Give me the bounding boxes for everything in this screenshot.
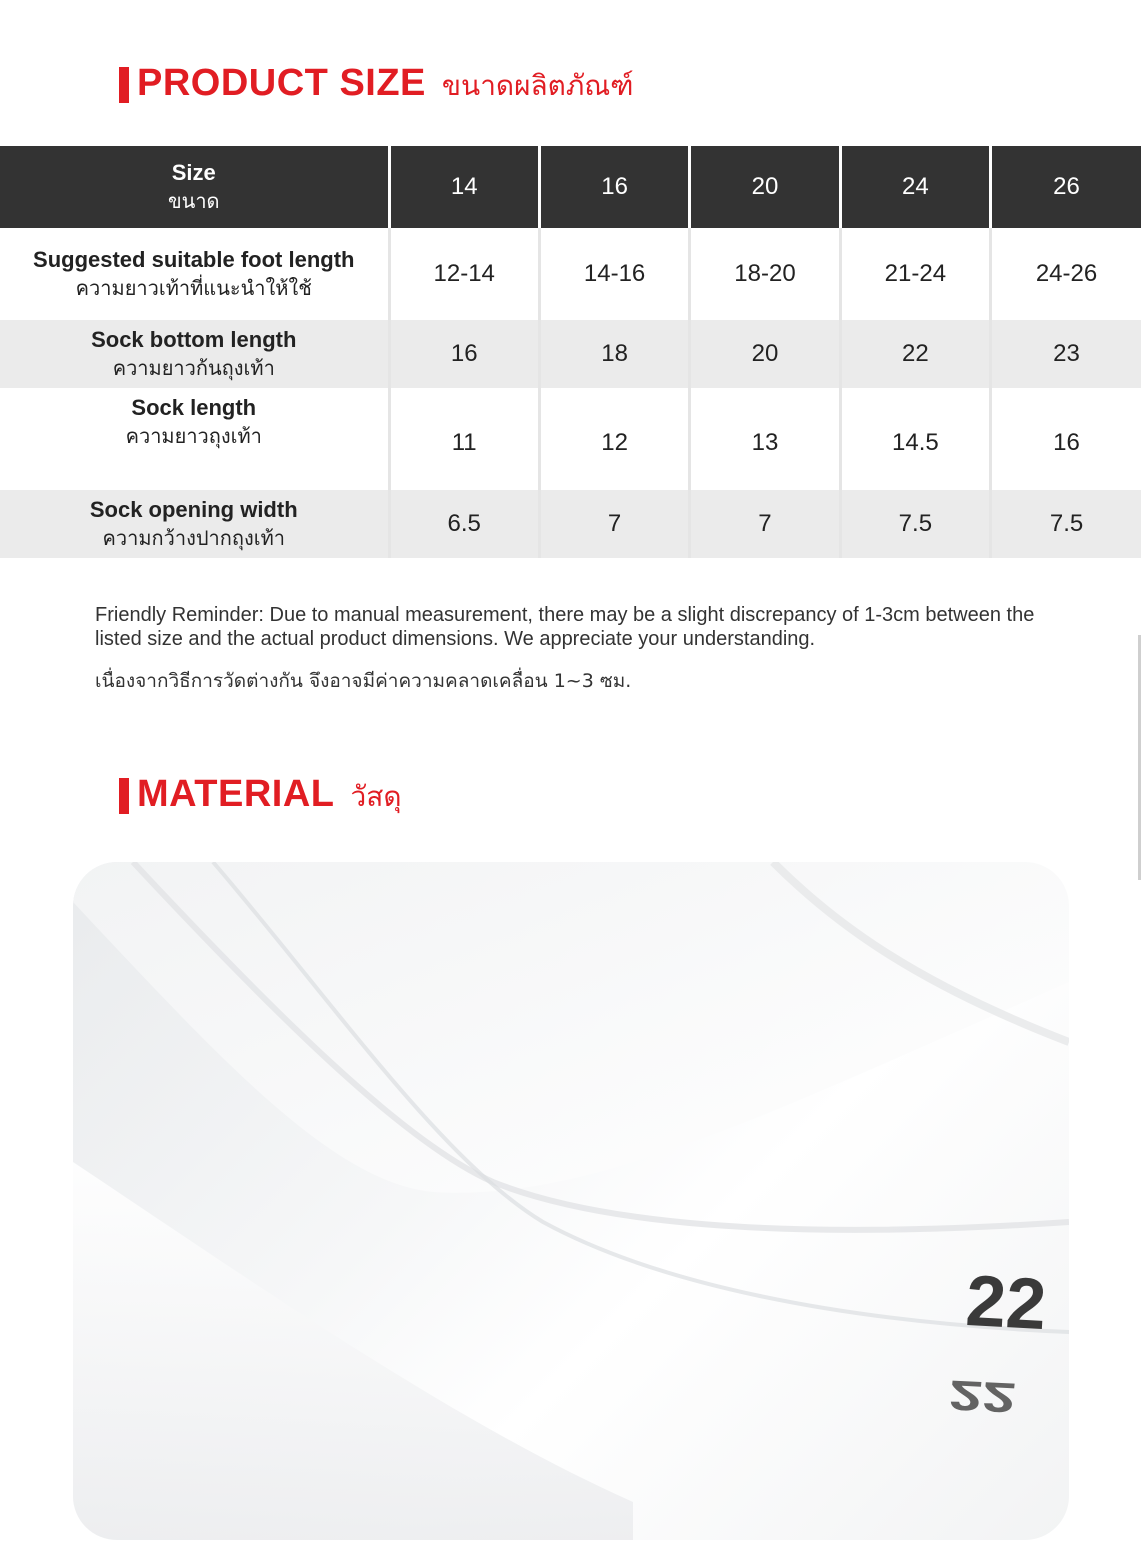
table-cell: 7 [690, 490, 840, 558]
row-label-thai: ความยาวก้นถุงเท้า [112, 356, 275, 380]
size-header-label [0, 146, 389, 228]
table-cell: 22 [840, 320, 990, 388]
row-label-thai: ความยาวเท้าที่แนะนำให้ใช้ [75, 276, 312, 300]
material-title-thai: วัสดุ [350, 780, 402, 813]
table-cell: 18-20 [690, 228, 840, 320]
friendly-reminder-text: Friendly Reminder: Due to manual measurement, there may be a slight discrepancy of 1-3cm between the listed size and the actual product dimensions. We appreciate your understanding. [95, 604, 1035, 650]
row-label [0, 320, 389, 388]
table-cell: 14-16 [539, 228, 689, 320]
material-title: MATERIAL [137, 773, 335, 815]
row-label [0, 228, 389, 320]
sock-fabric-photo [73, 862, 1069, 1540]
heading-accent-bar [119, 778, 129, 814]
table-cell: 7.5 [840, 490, 990, 558]
size-header-label-thai: ขนาด [167, 189, 220, 213]
table-cell: 16 [389, 320, 539, 388]
row-label [0, 490, 389, 558]
table-cell: 14.5 [840, 388, 990, 490]
material-heading [119, 773, 402, 819]
row-label-thai: ความยาวถุงเท้า [125, 424, 262, 448]
row-label-thai: ความกว้างปากถุงเท้า [102, 526, 286, 550]
row-label-en: Sock length [131, 395, 257, 420]
table-cell: 16 [991, 388, 1141, 490]
table-cell: 7 [539, 490, 689, 558]
table-cell: 24-26 [991, 228, 1141, 320]
product-size-title: PRODUCT SIZE [137, 62, 426, 104]
table-cell: 6.5 [389, 490, 539, 558]
fabric-shading [73, 862, 1069, 1540]
size-header-cell: 26 [991, 146, 1141, 228]
row-label [0, 388, 389, 490]
size-header-cell: 24 [840, 146, 990, 228]
table-cell: 23 [991, 320, 1141, 388]
product-size-title-thai: ขนาดผลิตภัณฑ์ [441, 69, 634, 102]
size-header-cell: 20 [690, 146, 840, 228]
table-row [0, 228, 1141, 320]
size-header-label-en: Size [171, 160, 216, 185]
table-cell: 18 [539, 320, 689, 388]
table-cell: 7.5 [991, 490, 1141, 558]
product-size-heading [119, 62, 634, 108]
friendly-reminder-thai: เนื่องจากวิธีการวัดต่างกัน จึงอาจมีค่าความคลาดเคลื่อน 1~3 ซม. [95, 670, 632, 692]
table-row [0, 388, 1141, 490]
size-table [0, 146, 1141, 558]
size-table-header-row [0, 146, 1141, 228]
table-row [0, 320, 1141, 388]
table-cell: 11 [389, 388, 539, 490]
row-label-en: Sock opening width [89, 497, 298, 522]
table-cell: 12 [539, 388, 689, 490]
row-label-en: Sock bottom length [91, 327, 297, 352]
table-cell: 20 [690, 320, 840, 388]
sock-size-label: 22 [963, 1260, 1049, 1346]
table-cell: 13 [690, 388, 840, 490]
row-label-en: Suggested suitable foot length [33, 247, 355, 272]
size-header-cell: 16 [539, 146, 689, 228]
table-row [0, 490, 1141, 558]
table-cell: 21-24 [840, 228, 990, 320]
size-header-cell: 14 [389, 146, 539, 228]
heading-accent-bar [119, 67, 129, 103]
sock-size-label-reflected: 22 [946, 1371, 1019, 1422]
table-cell: 12-14 [389, 228, 539, 320]
